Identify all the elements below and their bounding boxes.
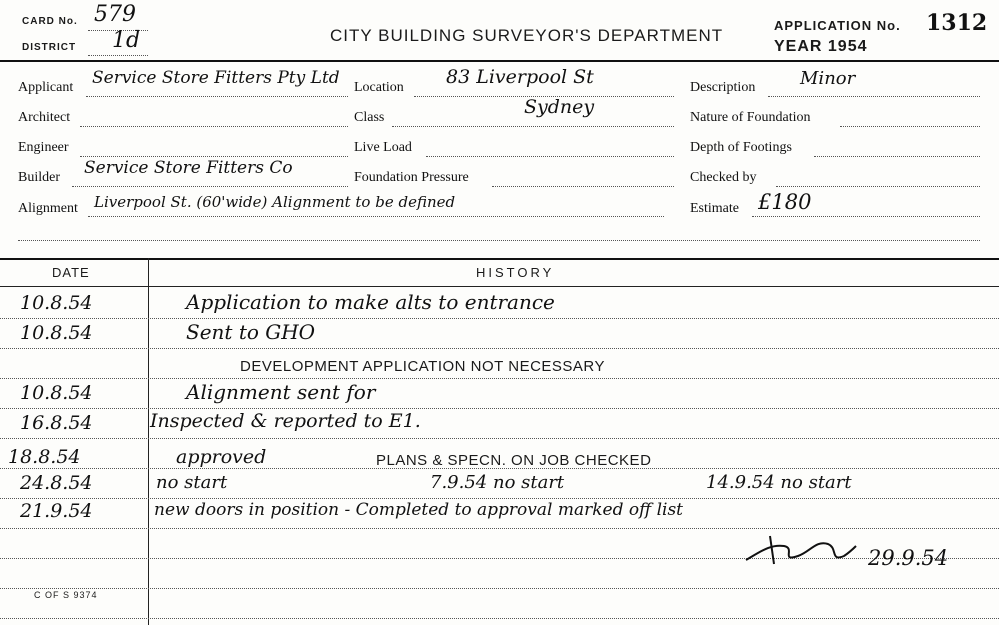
- development-application-stamp: DEVELOPMENT APPLICATION NOT NECESSARY: [240, 358, 605, 375]
- application-no-label: APPLICATION No.: [774, 18, 901, 33]
- engineer-label: Engineer: [18, 140, 69, 155]
- history-column-header: HISTORY: [476, 265, 555, 280]
- history-row-4-text: Alignment sent for: [186, 380, 376, 404]
- history-row-7-date: 24.8.54: [20, 472, 93, 494]
- foundation-pressure-label: Foundation Pressure: [354, 170, 469, 185]
- estimate-label: Estimate: [690, 201, 739, 216]
- signature-date: 29.9.54: [868, 546, 949, 570]
- history-row-2-text: Sent to GHO: [186, 320, 316, 344]
- history-row-7-extra-1: 7.9.54 no start: [430, 472, 565, 493]
- date-column-header: DATE: [52, 265, 90, 280]
- nature-of-foundation-label: Nature of Foundation: [690, 110, 811, 125]
- department-title: CITY BUILDING SURVEYOR'S DEPARTMENT: [330, 26, 724, 45]
- live-load-label: Live Load: [354, 140, 412, 155]
- history-row-4-date: 10.8.54: [20, 382, 93, 404]
- description-value: Minor: [800, 68, 856, 89]
- district-value: 1d: [112, 28, 141, 53]
- history-row-7-extra-2: 14.9.54 no start: [706, 472, 852, 493]
- builder-label: Builder: [18, 170, 60, 185]
- card-no-label: CARD No.: [22, 16, 78, 27]
- history-row-2-date: 10.8.54: [20, 322, 93, 344]
- history-row-1-text: Application to make alts to entrance: [186, 290, 555, 314]
- history-row-6-date: 18.8.54: [8, 446, 81, 468]
- history-row-6-text: approved: [176, 446, 267, 468]
- alignment-label: Alignment: [18, 201, 78, 216]
- history-row-8-date: 21.9.54: [20, 500, 93, 522]
- checked-by-label: Checked by: [690, 170, 757, 185]
- description-label: Description: [690, 80, 756, 95]
- history-row-7-text: no start: [156, 472, 228, 493]
- signature-scribble: [740, 522, 860, 572]
- alignment-value: Liverpool St. (60'wide) Alignment to be defined: [94, 193, 456, 211]
- depth-of-footings-label: Depth of Footings: [690, 140, 792, 155]
- history-row-1-date: 10.8.54: [20, 292, 93, 314]
- class-label: Class: [354, 110, 385, 125]
- builder-value: Service Store Fitters Co: [84, 158, 293, 178]
- location-value: 83 Liverpool St: [446, 66, 594, 88]
- estimate-value: £180: [758, 190, 812, 214]
- location-value-line-2: Sydney: [524, 96, 595, 118]
- form-code: C OF S 9374: [34, 590, 98, 600]
- history-row-5-text: Inspected & reported to E1.: [150, 410, 421, 432]
- history-row-5-date: 16.8.54: [20, 412, 93, 434]
- application-no-value: 1312: [926, 10, 988, 36]
- applicant-label: Applicant: [18, 80, 74, 95]
- history-row-8-text: new doors in position - Completed to approval marked off list: [154, 500, 684, 520]
- district-label: DISTRICT: [22, 42, 77, 53]
- location-label: Location: [354, 80, 404, 95]
- year-label: YEAR 1954: [774, 38, 868, 55]
- applicant-value: Service Store Fitters Pty Ltd: [92, 68, 340, 88]
- plans-checked-stamp: PLANS & SPECN. ON JOB CHECKED: [376, 452, 652, 469]
- card-no-value: 579: [94, 2, 136, 27]
- architect-label: Architect: [18, 110, 71, 125]
